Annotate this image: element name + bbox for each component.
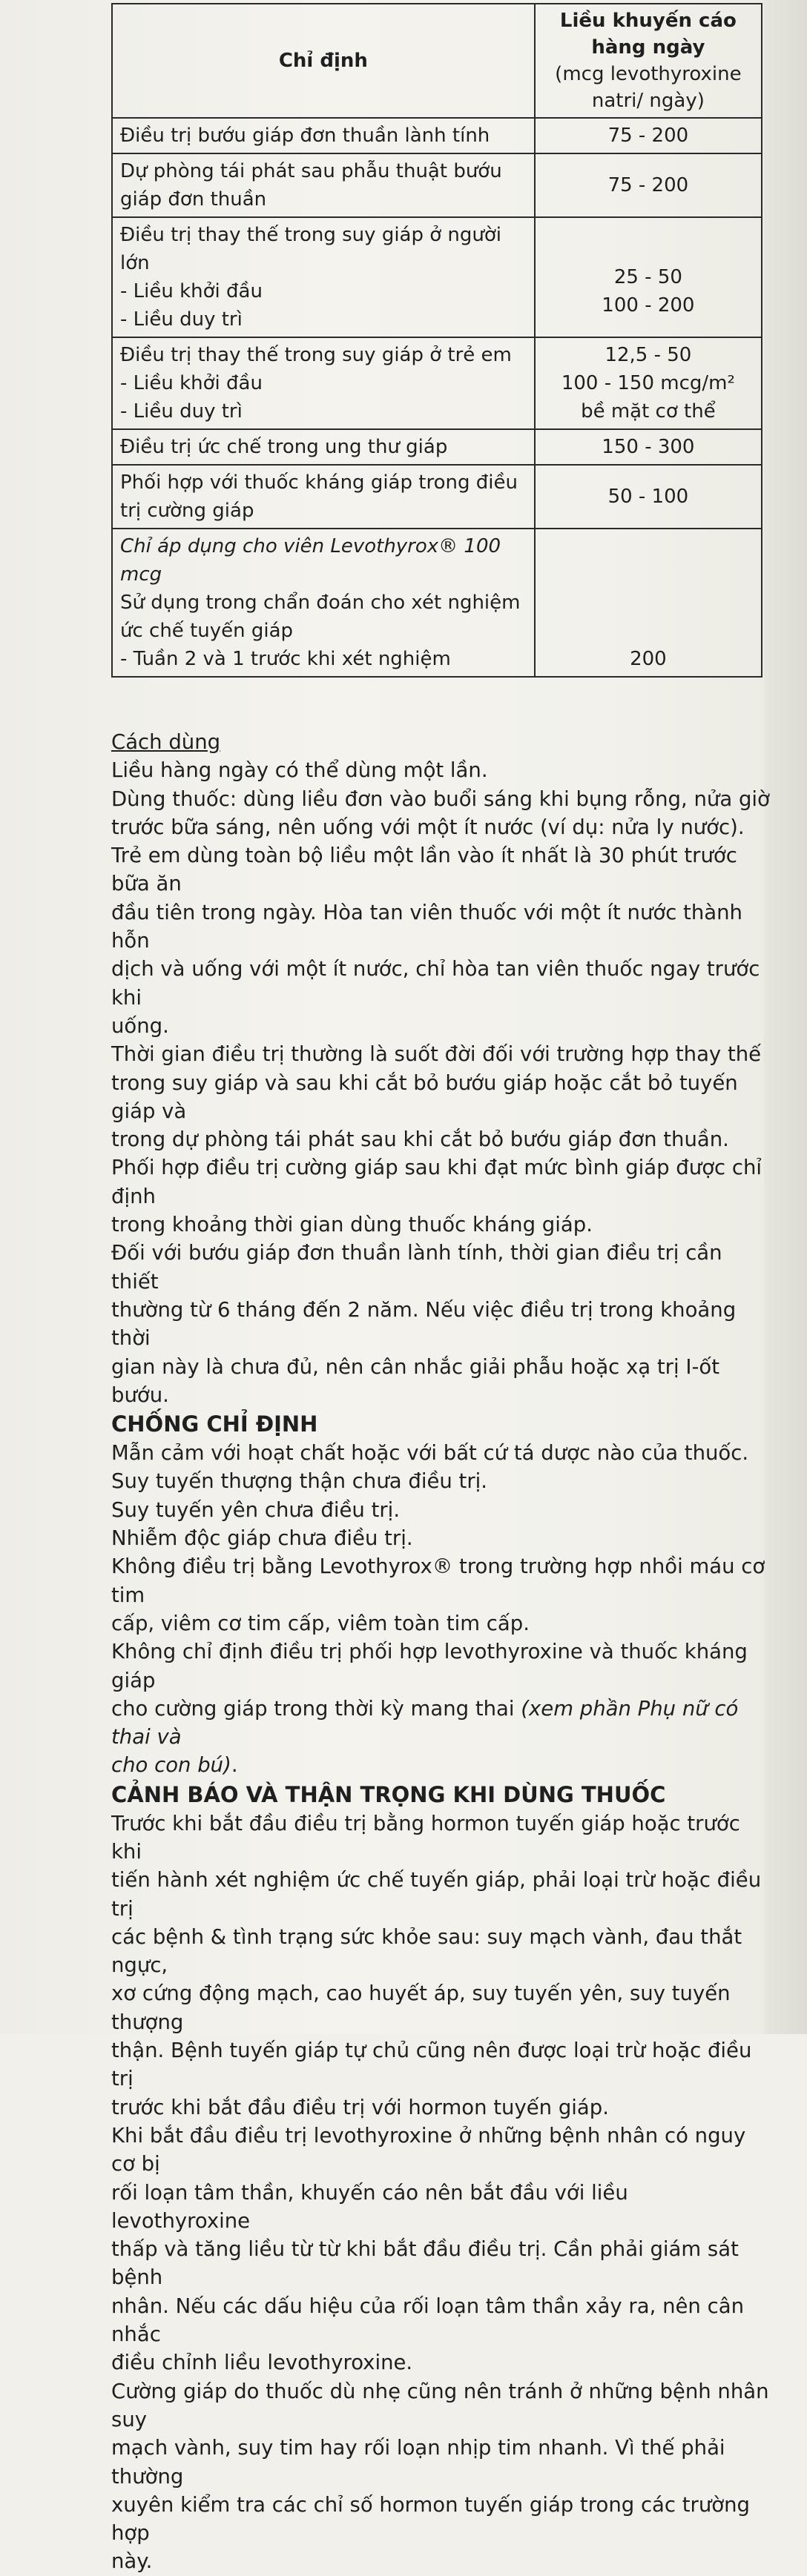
warning-line: xơ cứng động mạch, cao huyết áp, suy tuyến yên, suy tuyến thượng [111, 1981, 731, 2034]
table-row [112, 337, 762, 429]
dose-text: bề mặt cơ thể [581, 400, 716, 423]
warning-line: Cường giáp do thuốc dù nhẹ cũng nên tránh ở những bệnh nhân suy [111, 2379, 769, 2431]
dose-cell [535, 118, 762, 153]
dose-cell [535, 337, 762, 429]
warning-line: mạch vành, suy tim hay rối loạn nhịp tim nhanh. Vì thế phải thường [111, 2436, 725, 2489]
contraindication-text: cho cường giáp trong thời kỳ mang thai [111, 1696, 521, 1721]
usage-line: dịch và uống với một ít nước, chỉ hòa tan viên thuốc ngay trước khi [111, 957, 760, 1010]
usage-line: trước bữa sáng, nên uống với một ít nước (ví dụ: nửa ly nước). [111, 815, 745, 839]
indication-text: Điều trị ức chế trong ung thư giáp [120, 436, 448, 458]
indication-text: - Liều khởi đầu [120, 372, 263, 394]
usage-line: thường từ 6 tháng đến 2 năm. Nếu việc điều trị trong khoảng thời [111, 1297, 737, 1351]
contraindication-text: . [231, 1753, 238, 1778]
indication-cell [112, 429, 535, 465]
indication-text: trị cường giáp [120, 500, 254, 522]
dose-cell [535, 429, 762, 465]
indication-cell [112, 153, 535, 217]
leaflet-body [111, 728, 770, 2576]
header-dose-line: Liều khuyến cáo [559, 10, 737, 32]
contraindication-line: Nhiễm độc giáp chưa điều trị. [111, 1526, 413, 1551]
usage-line: trong dự phòng tái phát sau khi cắt bỏ bướu giáp đơn thuần. [111, 1128, 729, 1152]
contraindication-line: Suy tuyến thượng thận chưa điều trị. [111, 1469, 488, 1494]
contraindication-line: cấp, viêm cơ tim cấp, viêm toàn tim cấp. [111, 1611, 530, 1635]
warning-line: Khi bắt đầu điều trị levothyroxine ở những bệnh nhân có nguy cơ bị [111, 2123, 746, 2176]
indication-text: Phối hợp với thuốc kháng giáp trong điều [120, 471, 518, 494]
indication-text: - Liều khởi đầu [120, 280, 263, 302]
warning-line: Trước khi bắt đầu điều trị bằng hormon tuyến giáp hoặc trước khi [111, 1811, 740, 1864]
header-dose-line: hàng ngày [591, 36, 705, 59]
indication-cell [112, 118, 535, 153]
warning-line: trước khi bắt đầu điều trị với hormon tuyến giáp. [111, 2095, 609, 2119]
dose-text: 200 [630, 648, 667, 670]
table-row [112, 217, 762, 337]
usage-line: đầu tiên trong ngày. Hòa tan viên thuốc với một ít nước thành hỗn [111, 900, 742, 953]
indication-text: - Tuần 2 và 1 trước khi xét nghiệm [120, 648, 451, 670]
dose-text: 75 - 200 [607, 125, 689, 147]
indication-cell [112, 465, 535, 529]
indication-cell [112, 529, 535, 677]
dose-text: 12,5 - 50 [605, 344, 692, 366]
contraindication-line [111, 1695, 770, 1752]
warnings-title: CẢNH BÁO VÀ THẬN TRỌNG KHI DÙNG THUỐC [111, 1781, 666, 1807]
table-row [112, 529, 762, 677]
paper-fold [764, 0, 807, 2034]
warning-line: xuyên kiểm tra các chỉ số hormon tuyến giáp trong các trường hợp [111, 2492, 750, 2546]
cross-reference: cho con bú) [111, 1753, 231, 1778]
table-header-row [112, 4, 762, 118]
usage-line: Dùng thuốc: dùng liều đơn vào buổi sáng khi bụng rỗng, nửa giờ [111, 787, 770, 811]
indication-cell [112, 217, 535, 337]
indication-text: - Liều duy trì [120, 400, 243, 423]
warning-line: thấp và tăng liều từ từ khi bắt đầu điều trị. Cần phải giám sát bệnh [111, 2237, 739, 2290]
indication-text: ức chế tuyến giáp [120, 620, 294, 642]
usage-line: Đối với bướu giáp đơn thuần lành tính, thời gian điều trị cần thiết [111, 1241, 722, 1294]
warning-line: điều chỉnh liều levothyroxine. [111, 2351, 413, 2375]
dose-text: 25 - 50 [613, 266, 682, 288]
warning-line: nhân. Nếu các dấu hiệu của rối loạn tâm thần xảy ra, nên cân nhắc [111, 2294, 744, 2347]
usage-line: trong khoảng thời gian dùng thuốc kháng giáp. [111, 1213, 593, 1237]
contraindication-line: Không điều trị bằng Levothyrox® trong trường hợp nhồi máu cơ tim [111, 1554, 765, 1607]
dose-text [543, 235, 754, 263]
indication-text: giáp đơn thuần [120, 188, 267, 211]
dosage-table [111, 3, 762, 678]
dose-cell [535, 465, 762, 529]
indication-text: - Liều duy trì [120, 308, 243, 331]
contraindication-line: Suy tuyến yên chưa điều trị. [111, 1497, 401, 1522]
dose-text: 50 - 100 [607, 486, 689, 508]
header-dose-line: natri/ ngày) [591, 90, 705, 112]
dose-cell [535, 529, 762, 677]
header-indication: Chỉ định [112, 4, 535, 118]
usage-line: gian này là chưa đủ, nên cân nhắc giải phẫu hoặc xạ trị I-ốt bướu. [111, 1354, 720, 1407]
warning-line: tiến hành xét nghiệm ức chế tuyến giáp, phải loại trừ hoặc điều trị [111, 1868, 762, 1921]
dose-text: 100 - 150 mcg/m² [561, 372, 735, 394]
header-dose-line: (mcg levothyroxine [555, 63, 742, 85]
cross-reference: (xem phần Phụ nữ có thai và [111, 1696, 739, 1749]
table-row [112, 465, 762, 529]
table-row [112, 153, 762, 217]
dose-cell [535, 217, 762, 337]
warning-line: rối loạn tâm thần, khuyến cáo nên bắt đầu với liều levothyroxine [111, 2180, 628, 2233]
indication-note: Chỉ áp dụng cho viên Levothyrox® 100 mcg [120, 535, 501, 586]
usage-line: uống. [111, 1013, 169, 1038]
usage-line: Liều hàng ngày có thể dùng một lần. [111, 758, 488, 783]
indication-text: Dự phòng tái phát sau phẫu thuật bướu [120, 160, 502, 182]
contraindication-line: Mẫn cảm với hoạt chất hoặc với bất cứ tá dược nào của thuốc. [111, 1441, 749, 1466]
dose-text: 100 - 200 [602, 294, 695, 317]
usage-line: Trẻ em dùng toàn bộ liều một lần vào ít nhất là 30 phút trước bữa ăn [111, 844, 737, 896]
usage-line: Phối hợp điều trị cường giáp sau khi đạt mức bình giáp được chỉ định [111, 1156, 762, 1208]
warning-line: các bệnh & tình trạng sức khỏe sau: suy mạch vành, đau thắt ngực, [111, 1924, 742, 1978]
indication-cell [112, 337, 535, 429]
usage-line: Thời gian điều trị thường là suốt đời đối với trường hợp thay thế [111, 1042, 762, 1067]
table-row [112, 118, 762, 153]
contraindication-line [111, 1751, 770, 1779]
indication-text: Sử dụng trong chẩn đoán cho xét nghiệm [120, 592, 521, 614]
indication-text: Điều trị thay thế trong suy giáp ở người lớn [120, 224, 502, 274]
header-dose [535, 4, 762, 118]
dose-text: 150 - 300 [602, 436, 695, 458]
dose-cell [535, 153, 762, 217]
usage-line: trong suy giáp và sau khi cắt bỏ bướu giáp hoặc cắt bỏ tuyến giáp và [111, 1070, 738, 1123]
table-row [112, 429, 762, 465]
contraindications-title: CHỐNG CHỈ ĐỊNH [111, 1411, 318, 1437]
dose-text: 75 - 200 [607, 174, 689, 196]
contraindication-line: Không chỉ định điều trị phối hợp levothyroxine và thuốc kháng giáp [111, 1640, 748, 1692]
usage-title: Cách dùng [111, 730, 221, 754]
warning-line: thận. Bệnh tuyến giáp tự chủ cũng nên được loại trừ hoặc điều trị [111, 2039, 752, 2091]
indication-text: Điều trị thay thế trong suy giáp ở trẻ em [120, 344, 512, 366]
indication-text: Điều trị bướu giáp đơn thuần lành tính [120, 125, 490, 147]
warning-line: này. [111, 2549, 153, 2574]
